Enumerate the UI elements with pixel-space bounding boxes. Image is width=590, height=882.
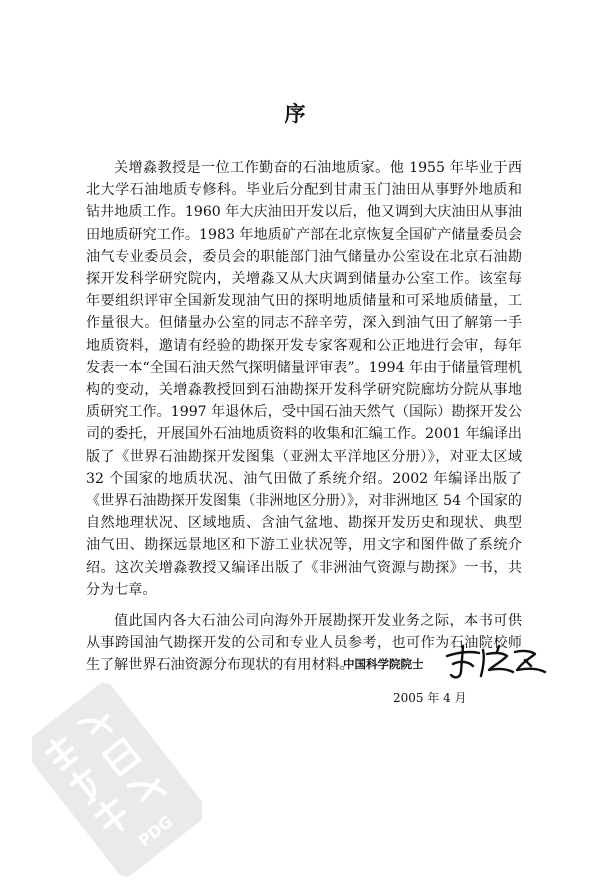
paragraph-1: 关增淼教授是一位工作勤奋的石油地质家。他 1955 年毕业于西北大学石油地质专修科。毕业后分配到甘肃玉门油田从事野外地质和钻井地质工作。1960 年大庆油田开发以后，他又调到大庆油田从事油田地质研究工作。1983 年地质矿产部在北京恢复全国矿产储量委员会油气专业委员会，委员会的职能部门油气储量办公室设在北京石油勘探开发科学研究院内，关增淼又从大庆调到储量办公室工作。该室每年要组织评审全国新发现油气田的探明地质储量和可采地质储量，工作量很大。但储量办公室的同志不辞辛劳，深入到油气田了解第一手地质资料，邀请有经验的勘探开发专家客观和公正地进行会审，每年发表一本“全国石油天然气探明储量评审表”。1994 年由于储量管理机构的变动，关增淼教授回到石油勘探开发科学研究院廊坊分院从事地质研究工作。1997 年退休后，受中国石油天然气（国际）勘探开发公司的委托，开展国外石油地质资料的收集和汇编工作。2001 年编译出版了《世界石油勘探开发图集（亚洲太平洋地区分册）》，对亚太区域 32 个国家的地质状况、油气田做了系统介绍。2002 年编译出版了《世界石油勘探开发图集（非洲地区分册）》，对非洲地区 54 个国家的自然地理状况、区域地质、含油气盆地、勘探开发历史和现状、典型油气田、勘探远景地区和下游工业状况等，用文字和图件做了系统介绍。这次关增淼教授又编译出版了《非洲油气资源与勘探》一书，共分为七章。 [86,160,522,598]
seal-text: PDG [134,812,177,851]
handwritten-signature [441,642,551,682]
signature-block [343,642,563,682]
preface-body [86,157,522,677]
preface-date: 2005 年 4 月 [393,691,467,705]
paragraph-2: 值此国内各大石油公司向海外开展勘探开发业务之际，本书可供从事跨国油气勘探开发的公司和专业人员参考，也可作为石油院校师生了解世界石油资源分布现状的有用材料。 [86,613,522,674]
watermark-seal [32,672,202,882]
page-title: 序 [284,102,306,126]
signer-title: 中国科学院院士 [343,657,424,671]
